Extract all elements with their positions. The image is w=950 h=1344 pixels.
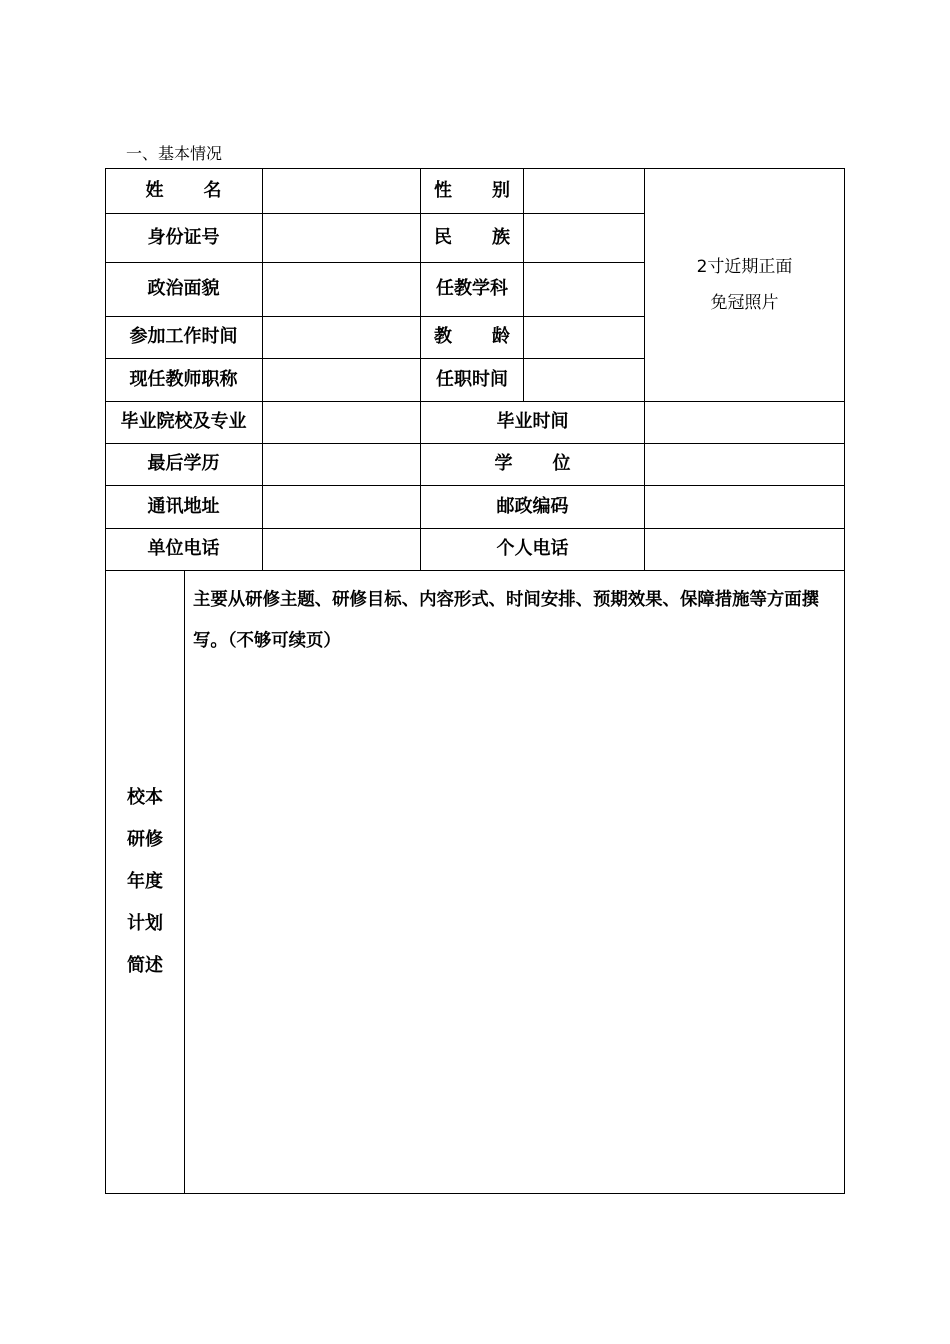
teaching-years-label — [421, 316, 523, 358]
political-status-field[interactable] — [263, 262, 420, 316]
ethnicity-label-char: 民 — [434, 226, 452, 248]
education-field[interactable] — [263, 443, 420, 485]
teaching-years-label-char: 龄 — [492, 326, 510, 347]
plan-section-label — [105, 570, 185, 1194]
gender-label — [421, 168, 523, 213]
plan-label-line: 研修 — [127, 829, 163, 850]
title-time-label: 任职时间 — [436, 368, 508, 390]
plan-label-line: 年度 — [127, 871, 163, 892]
name-label — [105, 168, 262, 213]
id-number-label: 身份证号 — [147, 226, 220, 248]
title-label: 现任教师职称 — [129, 368, 238, 390]
graduate-school-field[interactable] — [263, 401, 420, 443]
degree-label — [421, 443, 644, 485]
plan-label-line: 计划 — [127, 913, 163, 934]
basic-info-form — [105, 168, 845, 1194]
title-time-field[interactable] — [524, 358, 644, 401]
postal-code-field[interactable] — [645, 485, 844, 528]
plan-label-line: 简述 — [127, 955, 163, 976]
degree-field[interactable] — [645, 443, 844, 485]
plan-instruction: 主要从研修主题、研修目标、内容形式、时间安排、预期效果、保障措施等方面撰写。（不够可续页） — [193, 590, 820, 651]
ethnicity-label — [421, 213, 523, 262]
address-field[interactable] — [263, 485, 420, 528]
personal-phone-label: 个人电话 — [496, 538, 569, 559]
photo-instruction-line2: 免冠照片 — [710, 292, 779, 313]
id-number-field[interactable] — [263, 213, 420, 262]
degree-label-char: 学 — [494, 453, 513, 474]
table-border-right — [844, 168, 845, 1194]
degree-label-char: 位 — [552, 453, 571, 474]
name-label-char: 名 — [203, 179, 222, 201]
postal-code-label: 邮政编码 — [496, 495, 569, 517]
name-field[interactable] — [263, 168, 420, 213]
table-border-bottom — [105, 1193, 845, 1194]
teaching-years-label-char: 教 — [434, 326, 452, 347]
graduation-time-label: 毕业时间 — [496, 411, 569, 432]
subject-field[interactable] — [524, 262, 644, 316]
personal-phone-field[interactable] — [645, 528, 844, 570]
title-field[interactable] — [263, 358, 420, 401]
work-phone-field[interactable] — [263, 528, 420, 570]
graduate-school-label: 毕业院校及专业 — [120, 411, 247, 432]
work-start-time-label: 参加工作时间 — [129, 326, 238, 347]
plan-label-line: 校本 — [127, 787, 163, 808]
work-phone-label: 单位电话 — [147, 538, 220, 559]
address-label: 通讯地址 — [147, 495, 220, 517]
ethnicity-field[interactable] — [524, 213, 644, 262]
photo-placeholder[interactable] — [645, 168, 844, 401]
plan-content-area[interactable] — [185, 571, 844, 1193]
education-label: 最后学历 — [147, 453, 220, 474]
graduation-time-field[interactable] — [645, 401, 844, 443]
gender-label-char: 别 — [492, 179, 510, 201]
gender-label-char: 性 — [434, 179, 452, 201]
subject-label: 任教学科 — [436, 278, 508, 299]
gender-field[interactable] — [524, 168, 644, 213]
section-title: 一、基本情况 — [126, 144, 223, 163]
ethnicity-label-char: 族 — [492, 226, 510, 248]
work-start-time-field[interactable] — [263, 316, 420, 358]
teaching-years-field[interactable] — [524, 316, 644, 358]
political-status-label: 政治面貌 — [147, 278, 220, 299]
photo-instruction-line1: 2寸近期正面 — [696, 256, 793, 277]
name-label-char: 姓 — [145, 179, 164, 201]
